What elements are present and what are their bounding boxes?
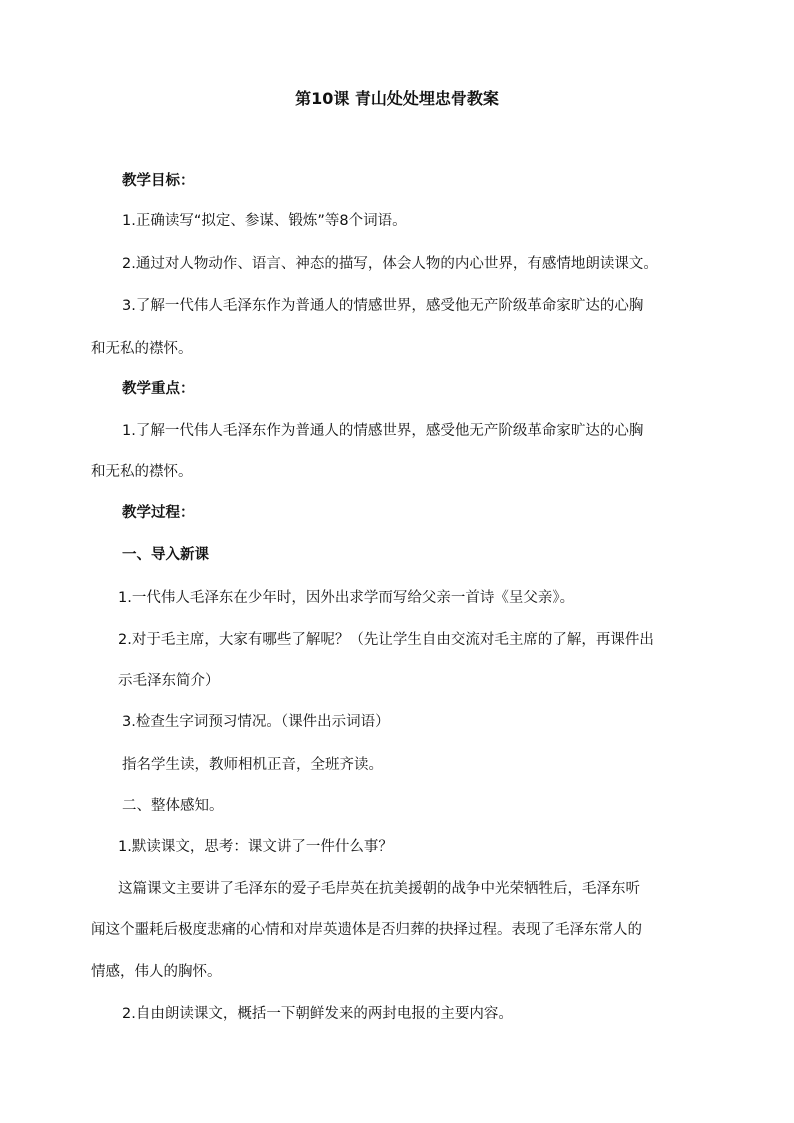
part-1-item-3: 3.检查生字词预习情况。（课件出示词语） — [122, 714, 390, 730]
goal-item-1: 1.正确读写“拟定、参谋、锻炼”等8个词语。 — [122, 213, 407, 229]
part-1-item-3-note: 指名学生读，教师相机正音，全班齐读。 — [122, 757, 383, 773]
key-point-1-line-2: 和无私的襟怀。 — [91, 464, 193, 480]
goal-item-2: 2.通过对人物动作、语言、神态的描写，体会人物的内心世界，有感情地朗读课文。 — [122, 256, 658, 272]
part-2-answer-line-2: 闻这个噩耗后极度悲痛的心情和对岸英遗体是否归葬的抉择过程。表现了毛泽东常人的 — [91, 922, 642, 938]
part-2-heading: 二、整体感知。 — [122, 798, 224, 814]
part-1-item-1: 1.一代伟人毛泽东在少年时，因外出求学而写给父亲一首诗《呈父亲》。 — [118, 590, 575, 606]
key-point-1-line-1: 1.了解一代伟人毛泽东作为普通人的情感世界，感受他无产阶级革命家旷达的心胸 — [122, 423, 644, 439]
part-2-answer-line-3: 情感，伟人的胸怀。 — [91, 964, 222, 980]
part-2-item-1: 1.默读课文，思考：课文讲了一件什么事？ — [118, 839, 393, 855]
goals-heading: 教学目标： — [122, 173, 195, 189]
part-1-item-2-line-1: 2.对于毛主席，大家有哪些了解呢？（先让学生自由交流对毛主席的了解，再课件出 — [118, 632, 654, 648]
part-2-item-2: 2.自由朗读课文，概括一下朝鲜发来的两封电报的主要内容。 — [122, 1006, 513, 1022]
key-points-heading: 教学重点： — [122, 381, 195, 397]
part-1-item-2-line-2: 示毛泽东简介） — [118, 673, 220, 689]
part-2-answer-line-1: 这篇课文主要讲了毛泽东的爱子毛岸英在抗美援朝的战争中光荣牺牲后，毛泽东听 — [118, 881, 640, 897]
goal-item-3-line-1: 3.了解一代伟人毛泽东作为普通人的情感世界，感受他无产阶级革命家旷达的心胸 — [122, 298, 644, 314]
page-title: 第10课 青山处处埋忠骨教案 — [295, 89, 499, 108]
process-heading: 教学过程： — [122, 505, 195, 521]
goal-item-3-line-2: 和无私的襟怀。 — [91, 341, 193, 357]
part-1-heading: 一、导入新课 — [122, 547, 209, 563]
